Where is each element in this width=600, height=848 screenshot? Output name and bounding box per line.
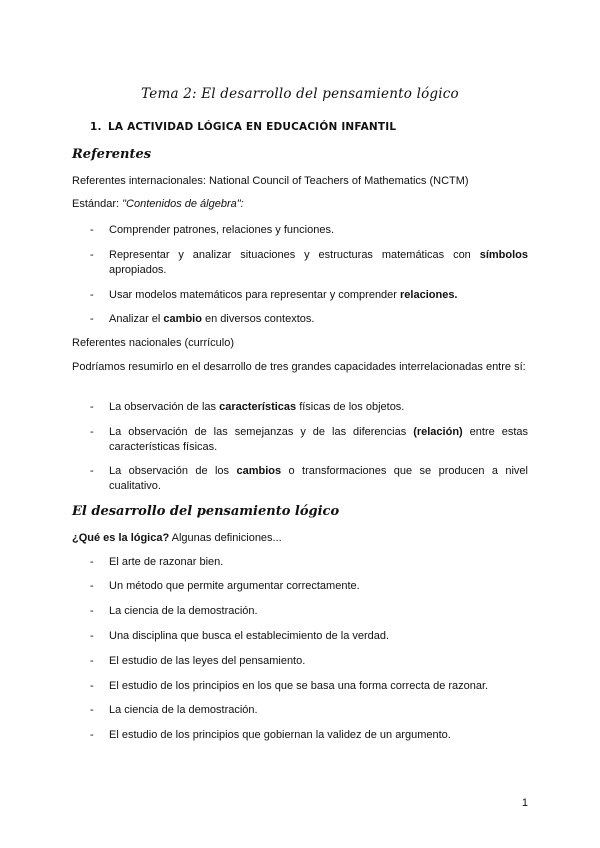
- bullet-dash: -: [90, 224, 94, 236]
- text-run: o transformaciones que se producen a nivel cualitativo.: [109, 465, 528, 492]
- list-item-text: El estudio de los principios que gobiernan la validez de un argumento.: [109, 729, 451, 741]
- list-item-text: [109, 288, 528, 303]
- bullet-dash: -: [90, 704, 94, 716]
- bullet-dash: -: [90, 401, 94, 413]
- bullet-dash: -: [90, 605, 94, 617]
- section-1-heading: [90, 121, 396, 133]
- list-item-text: El arte de razonar bien.: [109, 556, 224, 568]
- bullet-dash: -: [90, 680, 94, 692]
- bullet-dash: -: [90, 580, 94, 592]
- desarrollo-heading: El desarrollo del pensamiento lógico: [72, 504, 340, 519]
- text-run: Representar y analizar situaciones y estructuras matemáticas con: [109, 249, 480, 261]
- list-item-text: La ciencia de la demostración.: [109, 704, 258, 716]
- bullet-dash: -: [90, 655, 94, 667]
- bold-run: características: [219, 401, 297, 413]
- referentes-internacionales: Referentes internacionales: National Council of Teachers of Mathematics (NCTM): [72, 175, 469, 187]
- bullet-dash: -: [90, 289, 94, 301]
- logica-question: [72, 531, 528, 546]
- resumen-paragraph: Podríamos resumirlo en el desarrollo de tres grandes capacidades interrelacionadas entre sí:: [72, 361, 526, 373]
- text-run: apropiados.: [109, 264, 167, 276]
- estandar-label: Estándar:: [72, 198, 123, 210]
- bullet-dash: -: [90, 729, 94, 741]
- text-run: en diversos contextos.: [201, 313, 315, 325]
- list-item-text: [109, 312, 528, 327]
- bullet-dash: -: [90, 426, 94, 438]
- bold-run: cambios: [236, 465, 282, 477]
- list-item-text: [109, 464, 528, 494]
- estandar-line: [72, 197, 528, 212]
- bullet-dash: -: [90, 465, 94, 477]
- section-1-title: LA ACTIVIDAD LÓGICA EN EDUCACIÓN INFANTIL: [108, 121, 397, 133]
- bold-run: símbolos: [479, 249, 528, 261]
- bullet-dash: -: [90, 556, 94, 568]
- list-item-text: El estudio de las leyes del pensamiento.: [109, 655, 306, 667]
- document-title: Tema 2: El desarrollo del pensamiento lógico: [141, 86, 459, 102]
- question-bold: ¿Qué es la lógica?: [72, 532, 170, 544]
- text-run: Analizar el: [109, 313, 164, 325]
- referentes-heading: Referentes: [72, 147, 152, 162]
- list-item-text: El estudio de los principios en los que se basa una forma correcta de razonar.: [109, 680, 489, 692]
- text-run: físicas de los objetos.: [296, 401, 405, 413]
- list-item-text: [109, 400, 528, 415]
- text-run: La observación de los: [109, 465, 237, 477]
- section-1-number: 1.: [90, 121, 102, 133]
- list-item-text: Comprender patrones, relaciones y funciones.: [109, 224, 335, 236]
- bullet-dash: -: [90, 249, 94, 261]
- list-item-text: [109, 425, 528, 455]
- bold-run: cambio: [163, 313, 202, 325]
- list-item-text: [109, 248, 528, 278]
- page-number: 1: [521, 797, 528, 809]
- text-run: Usar modelos matemáticos para representar y comprender: [109, 289, 401, 301]
- list-item-text: La ciencia de la demostración.: [109, 605, 258, 617]
- list-item-text: Una disciplina que busca el establecimiento de la verdad.: [109, 630, 390, 642]
- bold-run: (relación): [413, 426, 463, 438]
- bullet-dash: -: [90, 313, 94, 325]
- referentes-nacionales: Referentes nacionales (currículo): [72, 337, 235, 349]
- bullet-dash: -: [90, 630, 94, 642]
- estandar-value: "Contenidos de álgebra":: [122, 198, 244, 210]
- text-run: La observación de las: [109, 401, 220, 413]
- question-rest: Algunas definiciones...: [169, 532, 282, 544]
- bold-run: relaciones.: [400, 289, 458, 301]
- list-item-text: Un método que permite argumentar correctamente.: [109, 580, 360, 592]
- text-run: entre estas características físicas.: [109, 426, 528, 453]
- text-run: La observación de las semejanzas y de las diferencias: [109, 426, 414, 438]
